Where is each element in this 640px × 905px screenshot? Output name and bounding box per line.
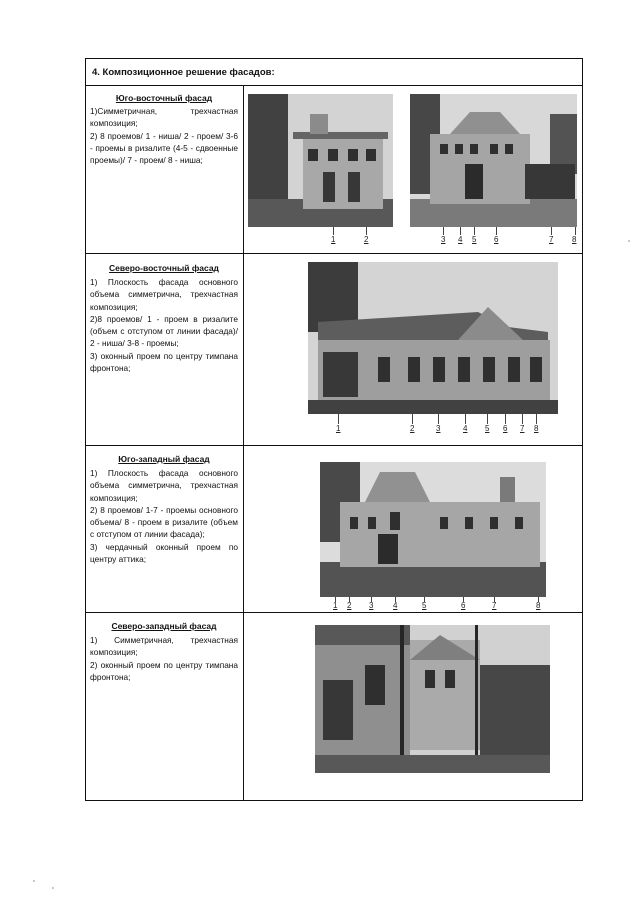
facade-title-southeast: Юго-восточный фасад [115,93,213,103]
photo-label: 7 [520,424,525,433]
label-tick [460,227,461,235]
facade-photo-southeast-right [410,94,577,227]
label-tick [575,227,576,235]
label-tick [465,414,466,424]
facade-photo-northeast [308,262,558,414]
photo-label: 2 [364,235,369,244]
facade-description-northwest: 1) Симметричная, трехчастная композиция; 2) оконный проем по центру тимпана фронтона; [90,635,238,682]
photo-label: 6 [461,601,466,610]
table-divider [86,253,582,254]
facade-photo-southwest [320,462,546,597]
table-column-divider [243,85,244,800]
label-tick [496,227,497,235]
photo-label: 2 [410,424,415,433]
photo-label: 2 [347,601,352,610]
photo-label: 3 [441,235,446,244]
photo-label: 1 [336,424,341,433]
label-tick [551,227,552,235]
label-tick [487,414,488,424]
scan-speck [33,880,35,882]
facade-description-northeast: 1) Плоскость фасада основного объема симметрична, трехчастная композиция; 2)8 проемов/ 1 - проем в ризалите (объем с отступом от линии фасада)/ 2 - ниша/ 3-8 - проемы; 3) оконный проем по центру тимпана фронтона; [90,277,238,374]
photo-label: 7 [549,235,554,244]
photo-label: 8 [536,601,541,610]
section-heading: 4. Композиционное решение фасадов: [92,67,275,78]
photo-label: 4 [458,235,463,244]
facade-photo-southeast-left [248,94,393,227]
scan-speck [52,887,54,889]
facade-title-northeast: Северо-восточный фасад [109,263,219,273]
photo-label: 3 [436,424,441,433]
facade-description-southwest: 1) Плоскость фасада основного объема симметрична, трехчастная композиция; 2) 8 проемов/ 1-7 - проемы основного объема/ 8 - проем в ризалите (объем с отступом от линии фасада); 3) чердачный оконный проем по центру аттика; [90,468,238,565]
photo-label: 8 [572,235,577,244]
photo-label: 6 [494,235,499,244]
photo-label: 5 [422,601,427,610]
photo-label: 1 [331,235,336,244]
table-divider [86,445,582,446]
label-tick [536,414,537,424]
photo-label: 4 [393,601,398,610]
facade-photo-northwest [315,625,550,773]
label-tick [443,227,444,235]
facade-title-southwest: Юго-западный фасад [118,454,210,464]
label-tick [505,414,506,424]
facade-title-northwest: Северо-западный фасад [111,621,217,631]
label-tick [333,227,334,235]
photo-label: 7 [492,601,497,610]
label-tick [338,414,339,424]
photo-label: 5 [485,424,490,433]
scan-speck [628,240,630,242]
label-tick [474,227,475,235]
photo-label: 5 [472,235,477,244]
facade-description-southeast: 1)Симметричная, трехчастная композиция; 2) 8 проемов/ 1 - ниша/ 2 - проем/ 3-6 - проемы в ризалите (4-5 - сдвоенные проемы)/ 7 - проем/ 8 - ниша; [90,106,238,166]
photo-label: 4 [463,424,468,433]
photo-label: 6 [503,424,508,433]
table-divider [86,85,582,86]
photo-label: 1 [333,601,338,610]
photo-label: 3 [369,601,374,610]
photo-label: 8 [534,424,539,433]
table-divider [86,612,582,613]
label-tick [522,414,523,424]
label-tick [366,227,367,235]
label-tick [438,414,439,424]
label-tick [412,414,413,424]
